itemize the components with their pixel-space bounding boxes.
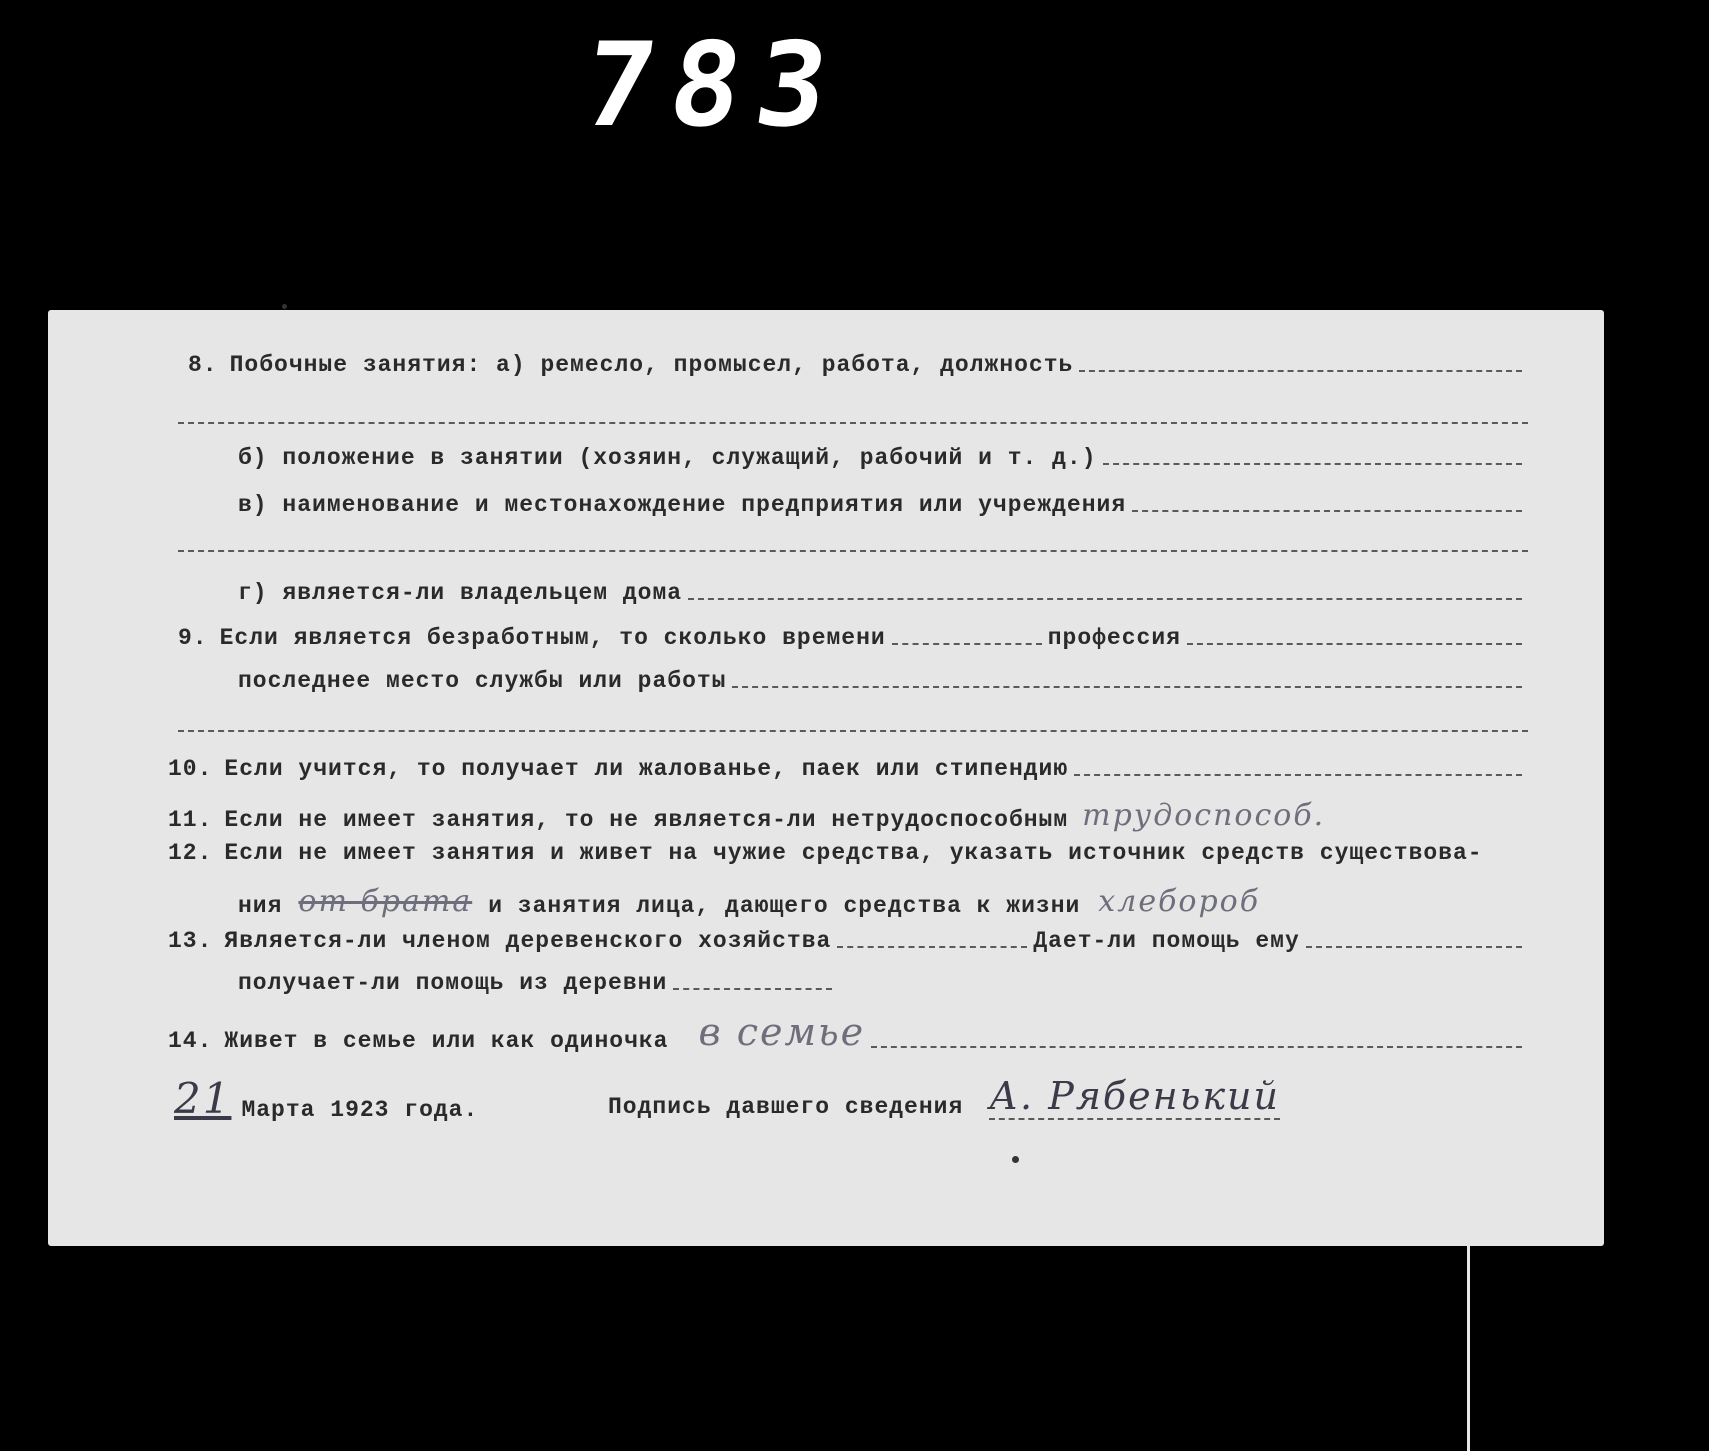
item-10-text: Если учится, то получает ли жалованье, паек или стипендию (224, 756, 1069, 782)
item-14-number: 14. (168, 1028, 213, 1054)
item-14-text: Живет в семье или как одиночка (224, 1028, 669, 1054)
item-10-answer-line (1074, 774, 1522, 776)
signature: А. Рябенький (989, 1074, 1280, 1118)
item-9b-row (238, 668, 1528, 694)
item-13-number: 13. (168, 928, 213, 954)
ink-dot (1012, 1156, 1019, 1163)
item-10-row (168, 756, 1528, 782)
item-14-row (168, 1010, 1528, 1054)
item-14-answer-line (871, 1046, 1522, 1048)
item-8-text-a: Побочные занятия: а) ремесло, промысел, работа, должность (229, 352, 1074, 378)
item-13-village-line (673, 988, 832, 990)
date-text: Марта 1923 года. (241, 1097, 479, 1123)
item-11-text: Если не имеет занятия, то не является-ли нетрудоспособным (224, 807, 1069, 833)
signature-row (608, 1074, 1528, 1120)
item-13-text-3: получает-ли помощь из деревни (238, 970, 668, 996)
item-12-text-3: и занятия лица, дающего средства к жизни (488, 893, 1081, 919)
date-row (174, 1074, 594, 1123)
margin-line (1467, 1240, 1470, 1451)
item-12-text-2: ния (238, 893, 283, 919)
item-9-row (178, 625, 1528, 651)
item-9-number: 9. (178, 625, 208, 651)
item-8b-row (238, 445, 1528, 471)
item-13b-row (238, 970, 838, 996)
item-13-text-2: Дает-ли помощь ему (1033, 928, 1300, 954)
item-8v-row (238, 492, 1528, 518)
item-11-number: 11. (168, 807, 213, 833)
item-13-row (168, 928, 1528, 954)
item-12-answer-1: от брата (298, 884, 473, 919)
item-9-text-3: последнее место службы или работы (238, 668, 727, 694)
item-12-text-1: Если не имеет занятия и живет на чужие средства, указать источник средств существова- (224, 840, 1483, 866)
item-8a-extra-line (178, 422, 1528, 424)
item-12-number: 12. (168, 840, 213, 866)
item-8b-answer-line (1103, 463, 1522, 465)
item-9-extra-line (178, 730, 1528, 732)
date-day: 21 (174, 1074, 232, 1123)
item-10-number: 10. (168, 756, 213, 782)
item-11-row (168, 798, 1558, 833)
item-8a-answer-line (1079, 370, 1522, 372)
item-8-text-g: г) является-ли владельцем дома (238, 580, 683, 606)
signature-label: Подпись давшего сведения (608, 1094, 964, 1120)
item-13-text-1: Является-ли членом деревенского хозяйства (224, 928, 832, 954)
item-14-answer: в семье (698, 1010, 866, 1054)
item-12b-row (238, 884, 1538, 919)
census-form-card (48, 310, 1604, 1246)
item-8-row (188, 352, 1528, 378)
item-9-text-2: профессия (1047, 625, 1181, 651)
ink-dot (282, 304, 287, 309)
item-13-help-line (1306, 946, 1522, 948)
item-8v-answer-line (1132, 510, 1522, 512)
item-12-row (168, 840, 1548, 866)
item-11-answer: трудоспособ. (1082, 798, 1326, 833)
item-12-answer-2: хлебороб (1098, 884, 1261, 919)
item-13-member-line (837, 946, 1027, 948)
archive-number: 783 (575, 18, 853, 153)
item-8-text-b: б) положение в занятии (хозяин, служащий, рабочий и т. д.) (238, 445, 1097, 471)
item-9-time-line (892, 643, 1042, 645)
item-9-lastjob-line (732, 686, 1522, 688)
item-8g-row (238, 580, 1528, 606)
item-8g-answer-line (688, 598, 1522, 600)
item-9-text-1: Если является безработным, то сколько времени (219, 625, 886, 651)
item-8-number: 8. (188, 352, 218, 378)
item-9-profession-line (1187, 643, 1522, 645)
item-8-text-v: в) наименование и местонахождение предприятия или учреждения (238, 492, 1127, 518)
item-8v-extra-line (178, 550, 1528, 552)
